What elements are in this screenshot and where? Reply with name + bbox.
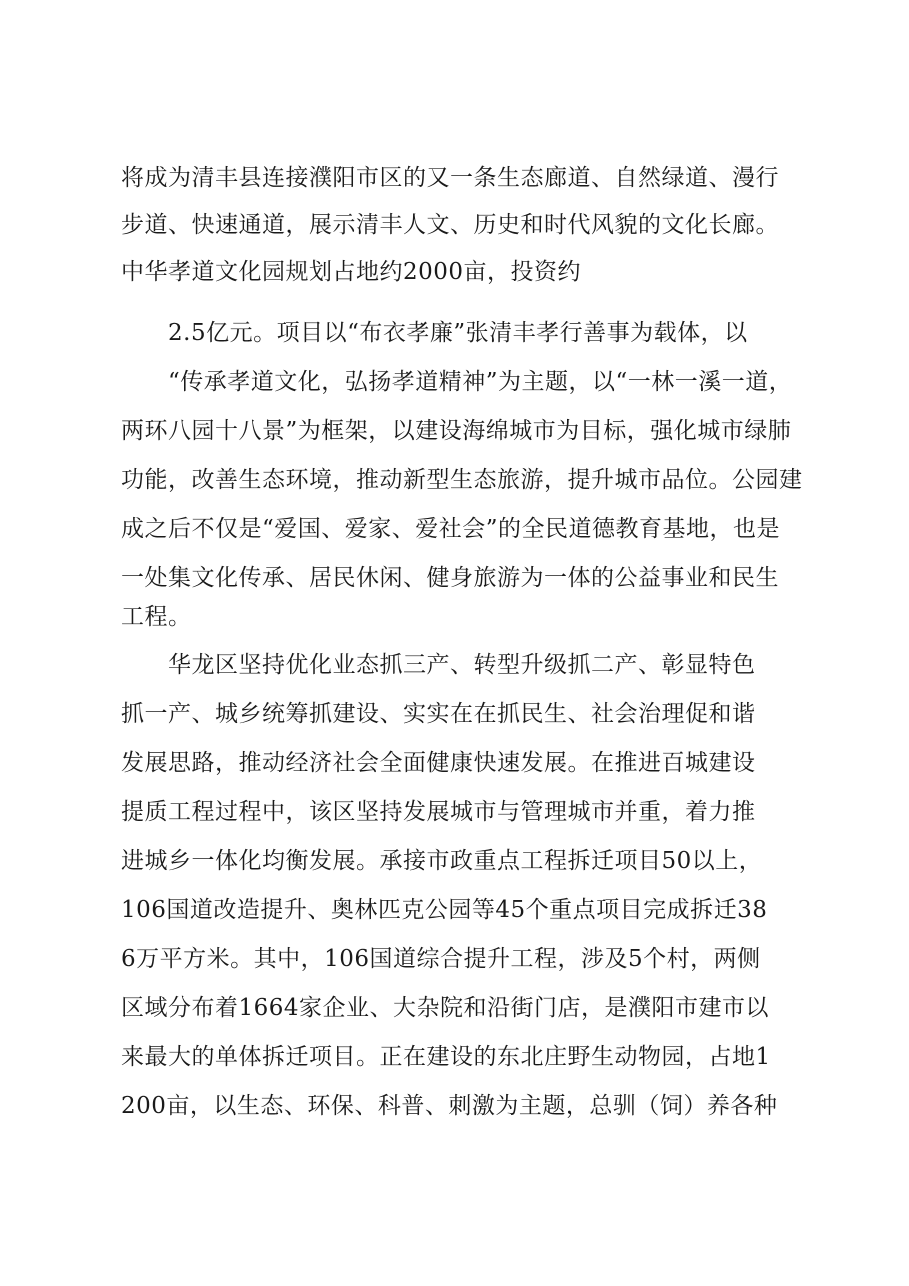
text-line: 发展思路，推动经济社会全面健康快速发展。在推进百城建设 [121,750,756,776]
text-line: 进城乡一体化均衡发展。承接市政重点工程拆迁项目50以上， [121,848,763,874]
text-line: 工程。 [121,604,192,630]
text-line: 两环八园十八景”为框架，以建设海绵城市为目标，强化城市绿肺 [121,418,792,444]
text-line: 2.5亿元。项目以“布衣孝廉”张清丰孝行善事为载体，以 [168,320,748,346]
text-line: 来最大的单体拆迁项目。正在建设的东北庄野生动物园，占地1 [121,1044,771,1070]
text-line: 将成为清丰县连接濮阳市区的又一条生态廊道、自然绿道、漫行 [121,165,779,191]
text-line: 区域分布着1664家企业、大杂院和沿街门店，是濮阳市建市以 [121,995,770,1021]
text-line: 抓一产、城乡统筹抓建设、实实在在抓民生、社会治理促和谐 [121,701,756,727]
text-line: “传承孝道文化，弘扬孝道精神”为主题，以“一林一溪一道， [168,369,793,395]
text-line: 步道、快速通道，展示清丰人文、历史和时代风貌的文化长廊。 [121,212,779,238]
text-line: 提质工程过程中，该区坚持发展城市与管理城市并重，着力推 [121,799,756,825]
text-line: 中华孝道文化园规划占地约2000亩，投资约 [121,259,582,285]
text-line: 成之后不仅是“爱国、爱家、爱社会”的全民道德教育基地，也是 [121,516,781,542]
text-line: 6万平方米。其中，106国道综合提升工程，涉及5个村，两侧 [121,946,761,972]
text-line: 200亩，以生态、环保、科普、刺激为主题，总驯（饲）养各种 [121,1093,778,1119]
text-line: 功能，改善生态环境，推动新型生态旅游，提升城市品位。公园建 [121,467,803,493]
text-line: 一处集文化传承、居民休闲、健身旅游为一体的公益事业和民生 [121,565,779,591]
text-line: 华龙区坚持优化业态抓三产、转型升级抓二产、彰显特色 [168,652,756,678]
text-line: 106国道改造提升、奥林匹克公园等45个重点项目完成拆迁38 [121,897,768,923]
